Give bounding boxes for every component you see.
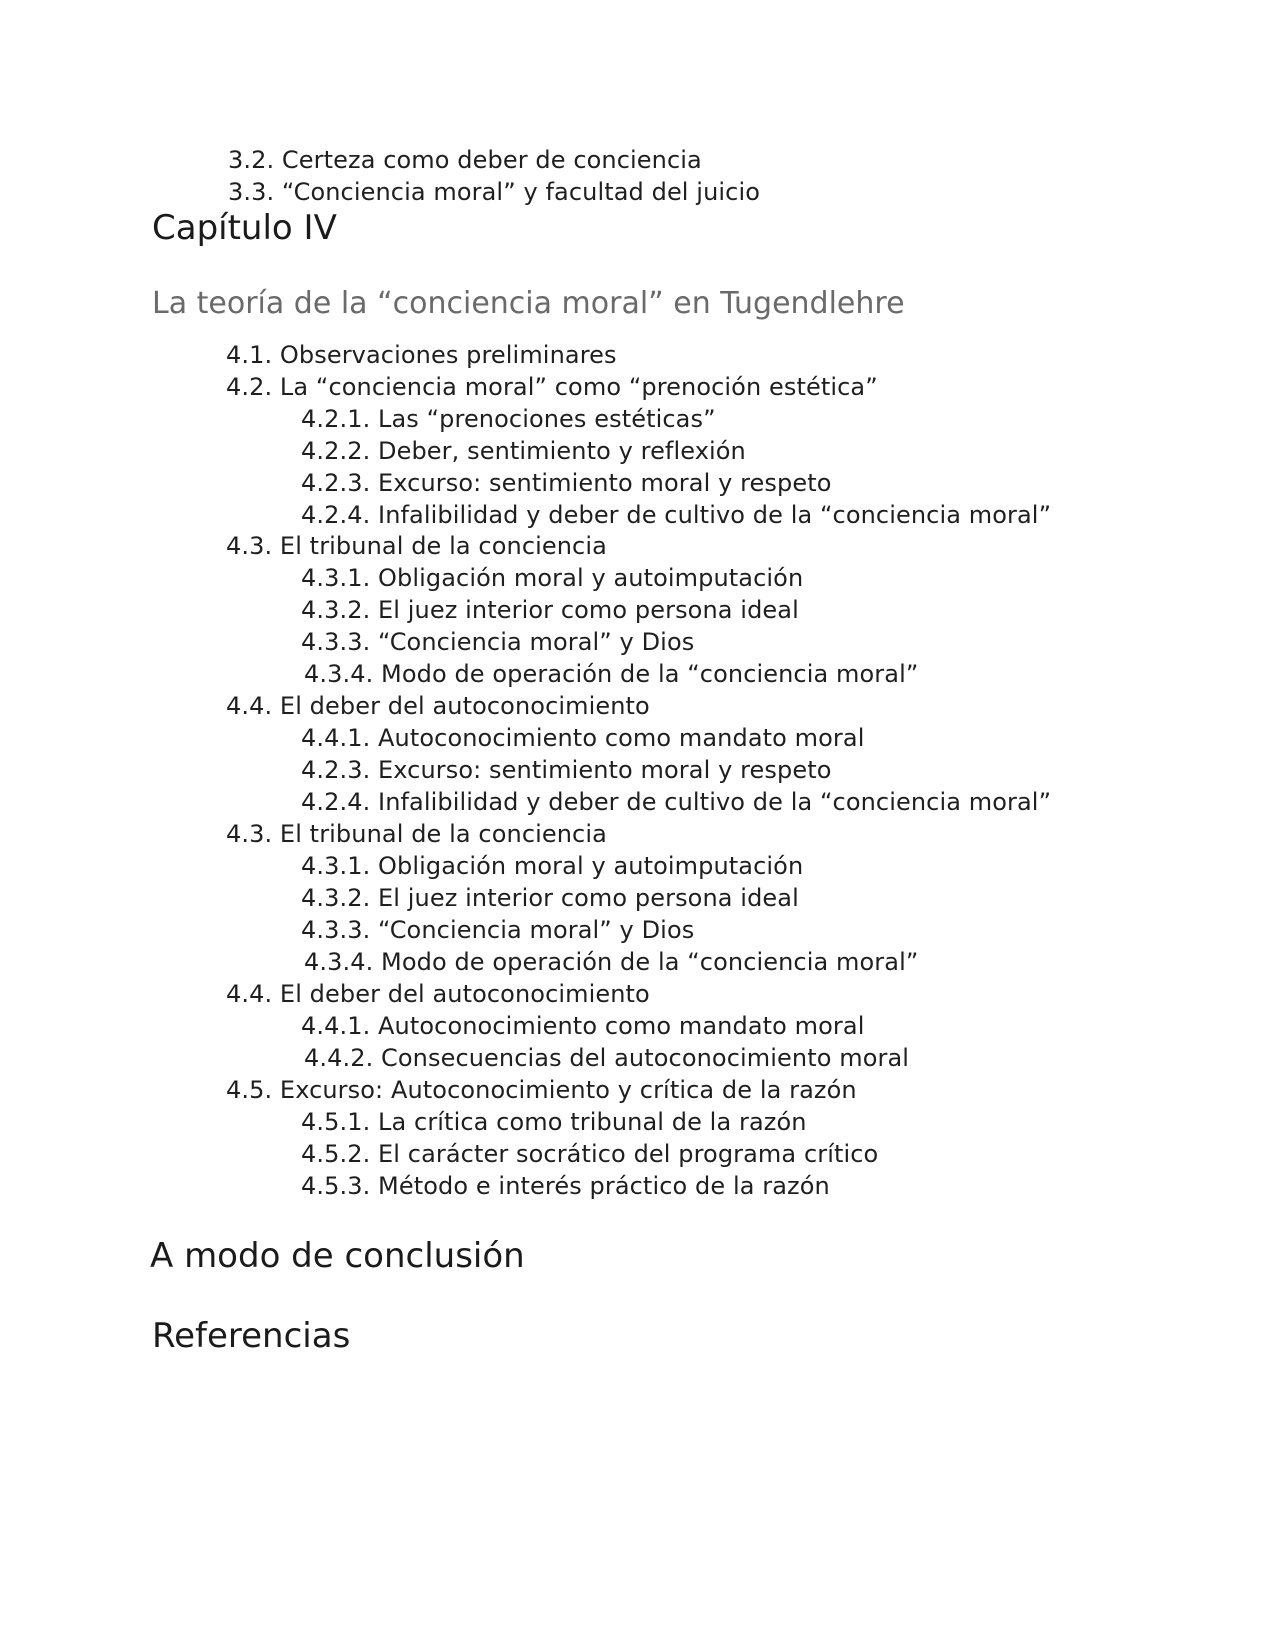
toc-entry-4-3-3: 4.3.3. “Conciencia moral” y Dios: [301, 628, 695, 656]
toc-entry-4-5-1: 4.5.1. La crítica como tribunal de la razón: [301, 1108, 807, 1136]
toc-entry-4-3: 4.3. El tribunal de la conciencia: [226, 532, 607, 560]
toc-entry-4-3-2-repeat: 4.3.2. El juez interior como persona ideal: [301, 884, 799, 912]
toc-entry-4-2: 4.2. La “conciencia moral” como “prenoción estética”: [226, 373, 878, 401]
toc-entry-4-2-2: 4.2.2. Deber, sentimiento y reflexión: [301, 437, 746, 465]
toc-entry-4-3-4-repeat: 4.3.4. Modo de operación de la “conciencia moral”: [304, 948, 919, 976]
chapter-subtitle: La teoría de la “conciencia moral” en Tugendlehre: [152, 286, 905, 321]
chapter-title: Capítulo IV: [152, 208, 337, 248]
toc-entry-4-2-4: 4.2.4. Infalibilidad y deber de cultivo de la “conciencia moral”: [301, 501, 1052, 529]
toc-entry-4-2-3: 4.2.3. Excurso: sentimiento moral y respeto: [301, 469, 832, 497]
toc-entry-4-3-2: 4.3.2. El juez interior como persona ideal: [301, 596, 799, 624]
toc-entry-4-5: 4.5. Excurso: Autoconocimiento y crítica de la razón: [226, 1076, 857, 1104]
toc-entry-4-2-3-repeat: 4.2.3. Excurso: sentimiento moral y respeto: [301, 756, 832, 784]
conclusion-heading: A modo de conclusión: [150, 1236, 525, 1276]
toc-entry-4-4-1-repeat: 4.4.1. Autoconocimiento como mandato moral: [301, 1012, 865, 1040]
toc-entry-3-3: 3.3. “Conciencia moral” y facultad del juicio: [228, 178, 760, 206]
toc-entry-4-4-2: 4.4.2. Consecuencias del autoconocimiento moral: [304, 1044, 910, 1072]
references-heading: Referencias: [152, 1316, 351, 1356]
toc-entry-4-3-3-repeat: 4.3.3. “Conciencia moral” y Dios: [301, 916, 695, 944]
toc-entry-4-4-repeat: 4.4. El deber del autoconocimiento: [226, 980, 650, 1008]
toc-entry-4-5-3: 4.5.3. Método e interés práctico de la razón: [301, 1172, 830, 1200]
toc-entry-4-2-1: 4.2.1. Las “prenociones estéticas”: [301, 405, 716, 433]
toc-entry-4-4: 4.4. El deber del autoconocimiento: [226, 692, 650, 720]
toc-entry-4-3-4: 4.3.4. Modo de operación de la “conciencia moral”: [304, 660, 919, 688]
toc-entry-4-3-repeat: 4.3. El tribunal de la conciencia: [226, 820, 607, 848]
toc-entry-4-4-1: 4.4.1. Autoconocimiento como mandato moral: [301, 724, 865, 752]
toc-entry-4-5-2: 4.5.2. El carácter socrático del programa crítico: [301, 1140, 879, 1168]
toc-entry-3-2: 3.2. Certeza como deber de conciencia: [228, 146, 702, 174]
toc-entry-4-2-4-repeat: 4.2.4. Infalibilidad y deber de cultivo de la “conciencia moral”: [301, 788, 1052, 816]
toc-entry-4-3-1: 4.3.1. Obligación moral y autoimputación: [301, 564, 804, 592]
toc-entry-4-1: 4.1. Observaciones preliminares: [226, 341, 617, 369]
toc-entry-4-3-1-repeat: 4.3.1. Obligación moral y autoimputación: [301, 852, 804, 880]
